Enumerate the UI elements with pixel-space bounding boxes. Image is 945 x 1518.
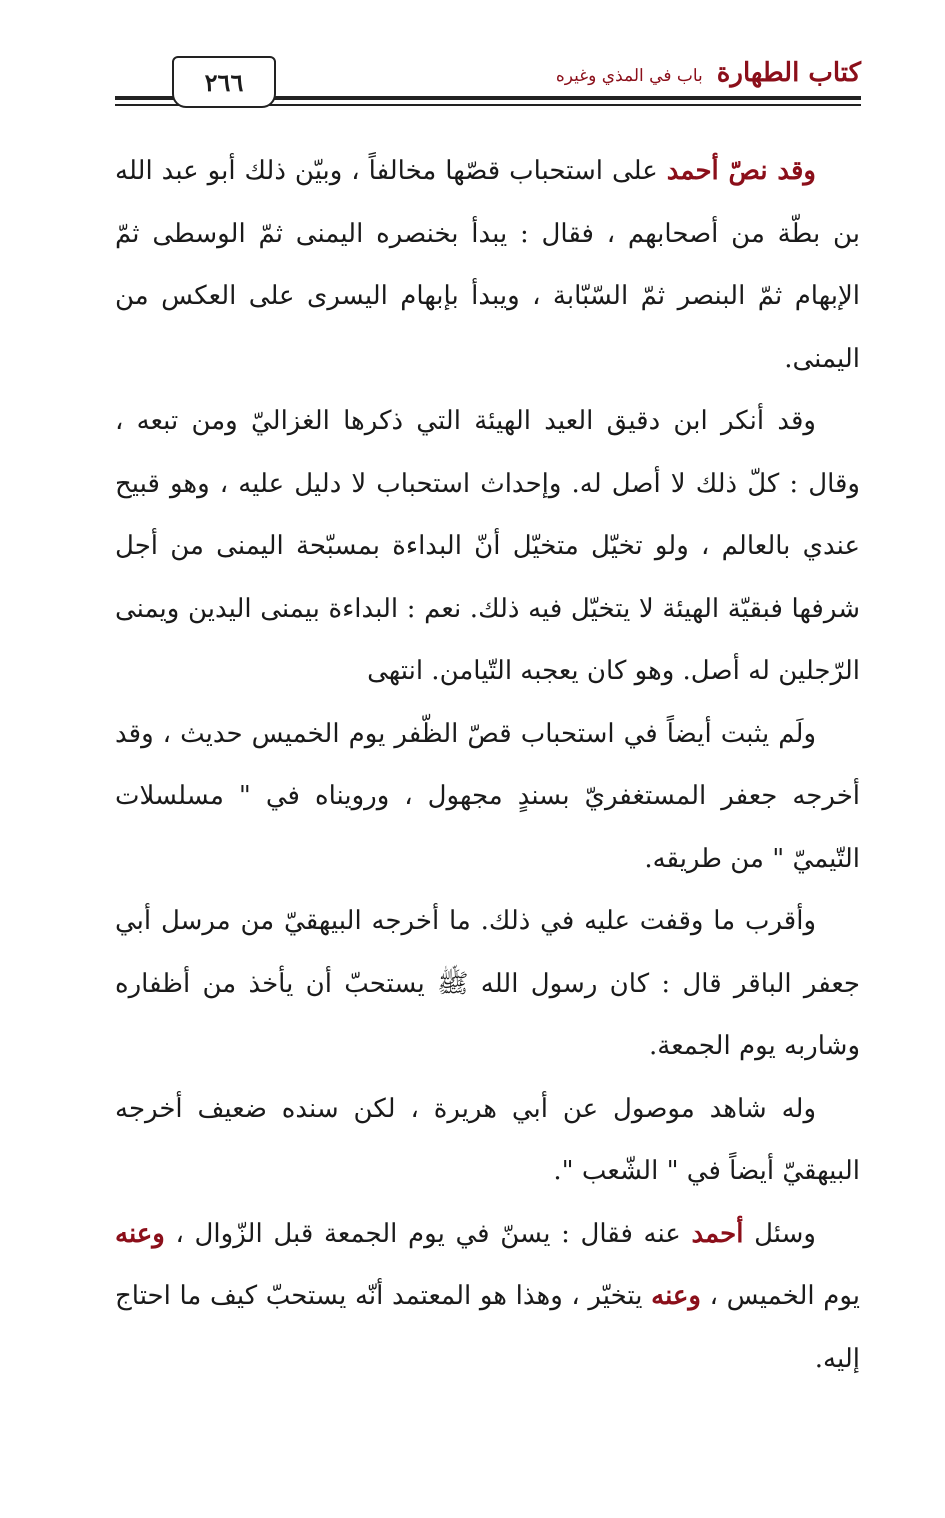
paragraph: وقد أنكر ابن دقيق العيد الهيئة التي ذكرها الغزاليّ ومن تبعه ، وقال : كلّ ذلك لا أصل له. وإحداث استحباب لا دليل عليه ، وهو قبيح عندي بالعالم ، ولو تخيّل متخيّل أنّ البداءة بمسبّحة اليمنى من أجل شرفها فبقيّة الهيئة لا يتخيّل فيه ذلك. نعم : البداءة بيمنى اليدين ويمنى الرّجلين له أصل. وهو كان يعجبه التّيامن. انتهى (115, 406, 860, 686)
running-title (556, 58, 861, 88)
paragraph-text: يتخيّر ، وهذا هو المعتمد أنّه يستحبّ كيف ما احتاج إليه. (115, 1281, 860, 1374)
paragraph (115, 1203, 860, 1391)
highlighted-name: وقد نصّ أحمد (666, 156, 816, 186)
paragraph-text: عنه فقال : يسنّ في يوم الجمعة قبل الزّوال ، (164, 1218, 692, 1249)
page-number-box (172, 56, 276, 108)
highlighted-term: وعنه (651, 1281, 701, 1311)
highlighted-term: وعنه (115, 1218, 165, 1249)
paragraph-text: يوم الخميس ، (700, 1281, 860, 1311)
page-header (115, 52, 861, 112)
paragraph-text: على استحباب قصّها مخالفاً ، وبيّن ذلك أبو عبد الله بن بطّة من أصحابهم ، فقال : يبدأ بخنصره اليمنى ثمّ الوسطى ثمّ الإبهام ثمّ البنصر ثمّ السّبّابة ، ويبدأ بإبهام اليسرى على العكس من اليمنى. (115, 156, 860, 374)
highlighted-name: أحمد (691, 1218, 744, 1249)
page-number: ٢٦٦ (204, 67, 244, 97)
paragraph: ولَم يثبت أيضاً في استحباب قصّ الظّفر يوم الخميس حديث ، وقد أخرجه جعفر المستغفريّ بسندٍ مجهول ، ورويناه في " مسلسلات التّيميّ " من طريقه. (115, 718, 860, 874)
paragraph: وله شاهد موصول عن أبي هريرة ، لكن سنده ضعيف أخرجه البيهقيّ أيضاً في " الشّعب ". (115, 1093, 860, 1186)
chapter-title: باب في المذي وغيره (555, 66, 703, 86)
paragraph (115, 140, 860, 390)
book-title: كتاب الطهارة (716, 58, 861, 88)
page-body (115, 140, 860, 1390)
paragraph-text: وسئل (743, 1218, 816, 1249)
paragraph: وأقرب ما وقفت عليه في ذلك. ما أخرجه البيهقيّ من مرسل أبي جعفر الباقر قال : كان رسول الله ﷺ يستحبّ أن يأخذ من أظفاره وشاربه يوم الجمعة. (115, 906, 860, 1061)
